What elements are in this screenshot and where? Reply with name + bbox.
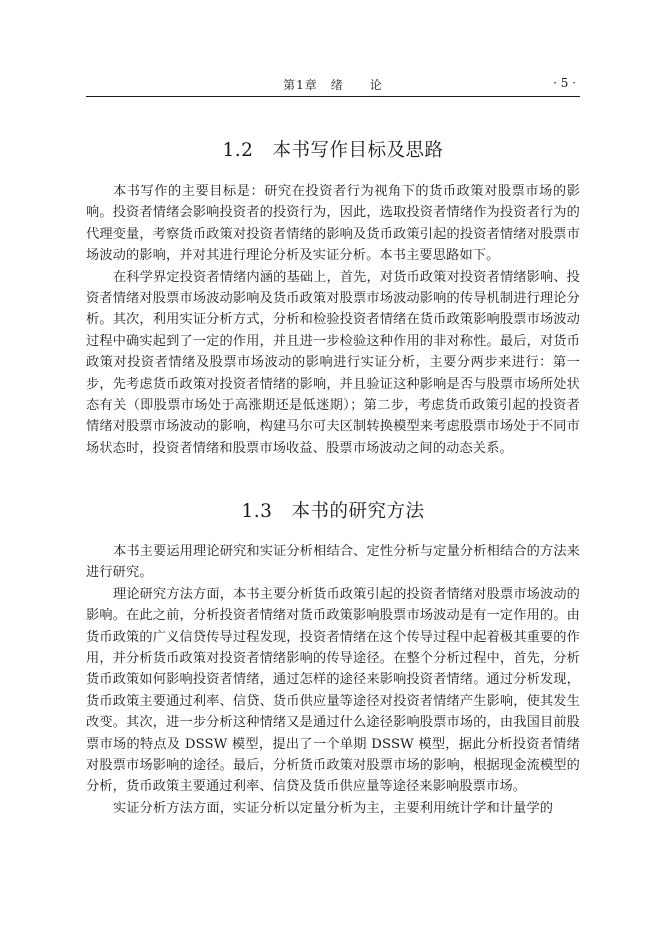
paragraph: 实证分析方法方面，实证分析以定量分析为主，主要利用统计学和计量学的 (113, 800, 554, 816)
paragraph: 本书主要运用理论研究和实证分析相结合、定性分析与定量分析相结合的方法来进行研究。 (86, 544, 580, 581)
page-number: · 5 · (553, 76, 576, 90)
section-heading-1-2: 1.2 本书写作目标及思路 (222, 140, 444, 161)
section-body-1-3 (86, 541, 580, 819)
running-header (86, 76, 580, 94)
section-heading-1-3: 1.3 本书的研究方法 (241, 501, 425, 522)
paragraph: 理论研究方法方面，本书主要分析货币政策引起的投资者情绪对股票市场波动的影响。在此之前，分析投资者情绪对货币政策影响股票市场波动是有一定作用的。由货币政策的广义信贷传导过程发现，投资者情绪在这个传导过程中起着极其重要的作用，并分析货币政策对投资者情绪影响的传导途径。在整个分析过程中，首先，分析货币政策如何影响投资者情绪，通过怎样的途径来影响投资者情绪。通过分析发现，货币政策主要通过利率、信贷、货币供应量等途径对投资者情绪产生影响，使其发生改变。其次，进一步分析这种情绪又是通过什么途径影响股票市场的，由我国目前股票市场的特点及 DSSW 模型，提出了一个单期 DSSW 模型，据此分析投资者情绪对股票市场影响的途径。最后，分析货币政策对股票市场的影响，根据现金流模型的分析，货币政策主要通过利率、信贷及货币供应量等途径来影响股票市场。 (86, 586, 580, 795)
paragraph: 在科学界定投资者情绪内涵的基础上，首先，对货币政策对投资者情绪影响、投资者情绪对股票市场波动影响及货币政策对股票市场波动影响的传导机制进行理论分析。其次，利用实证分析方式，分析和检验投资者情绪在货币政策影响股票市场波动过程中确实起到了一定的作用，并且进一步检验这种作用的非对称性。最后，对货币政策对投资者情绪及股票市场波动的影响进行实证分析，主要分两步来进行：第一步，先考虑货币政策对投资者情绪的影响，并且验证这种影响是否与股票市场所处状态有关（即股票市场处于高涨期还是低迷期）；第二步，考虑货币政策引起的投资者情绪对股票市场波动的影响，构建马尔可夫区制转换模型来考虑股票市场处于不同市场状态时，投资者情绪和股票市场收益、股票市场波动之间的动态关系。 (86, 269, 580, 456)
header-rule (86, 96, 580, 97)
paragraph: 本书写作的主要目标是：研究在投资者行为视角下的货币政策对股票市场的影响。投资者情绪会影响投资者的投资行为，因此，选取投资者情绪作为投资者行为的代理变量，考察货币政策对投资者情绪的影响及货币政策引起的投资者情绪对股票市场波动的影响，并对其进行理论分析及实证分析。本书主要思路如下。 (86, 184, 580, 264)
section-body-1-2 (86, 181, 580, 459)
running-chapter-title: 第1章 绪 论 (283, 78, 383, 92)
